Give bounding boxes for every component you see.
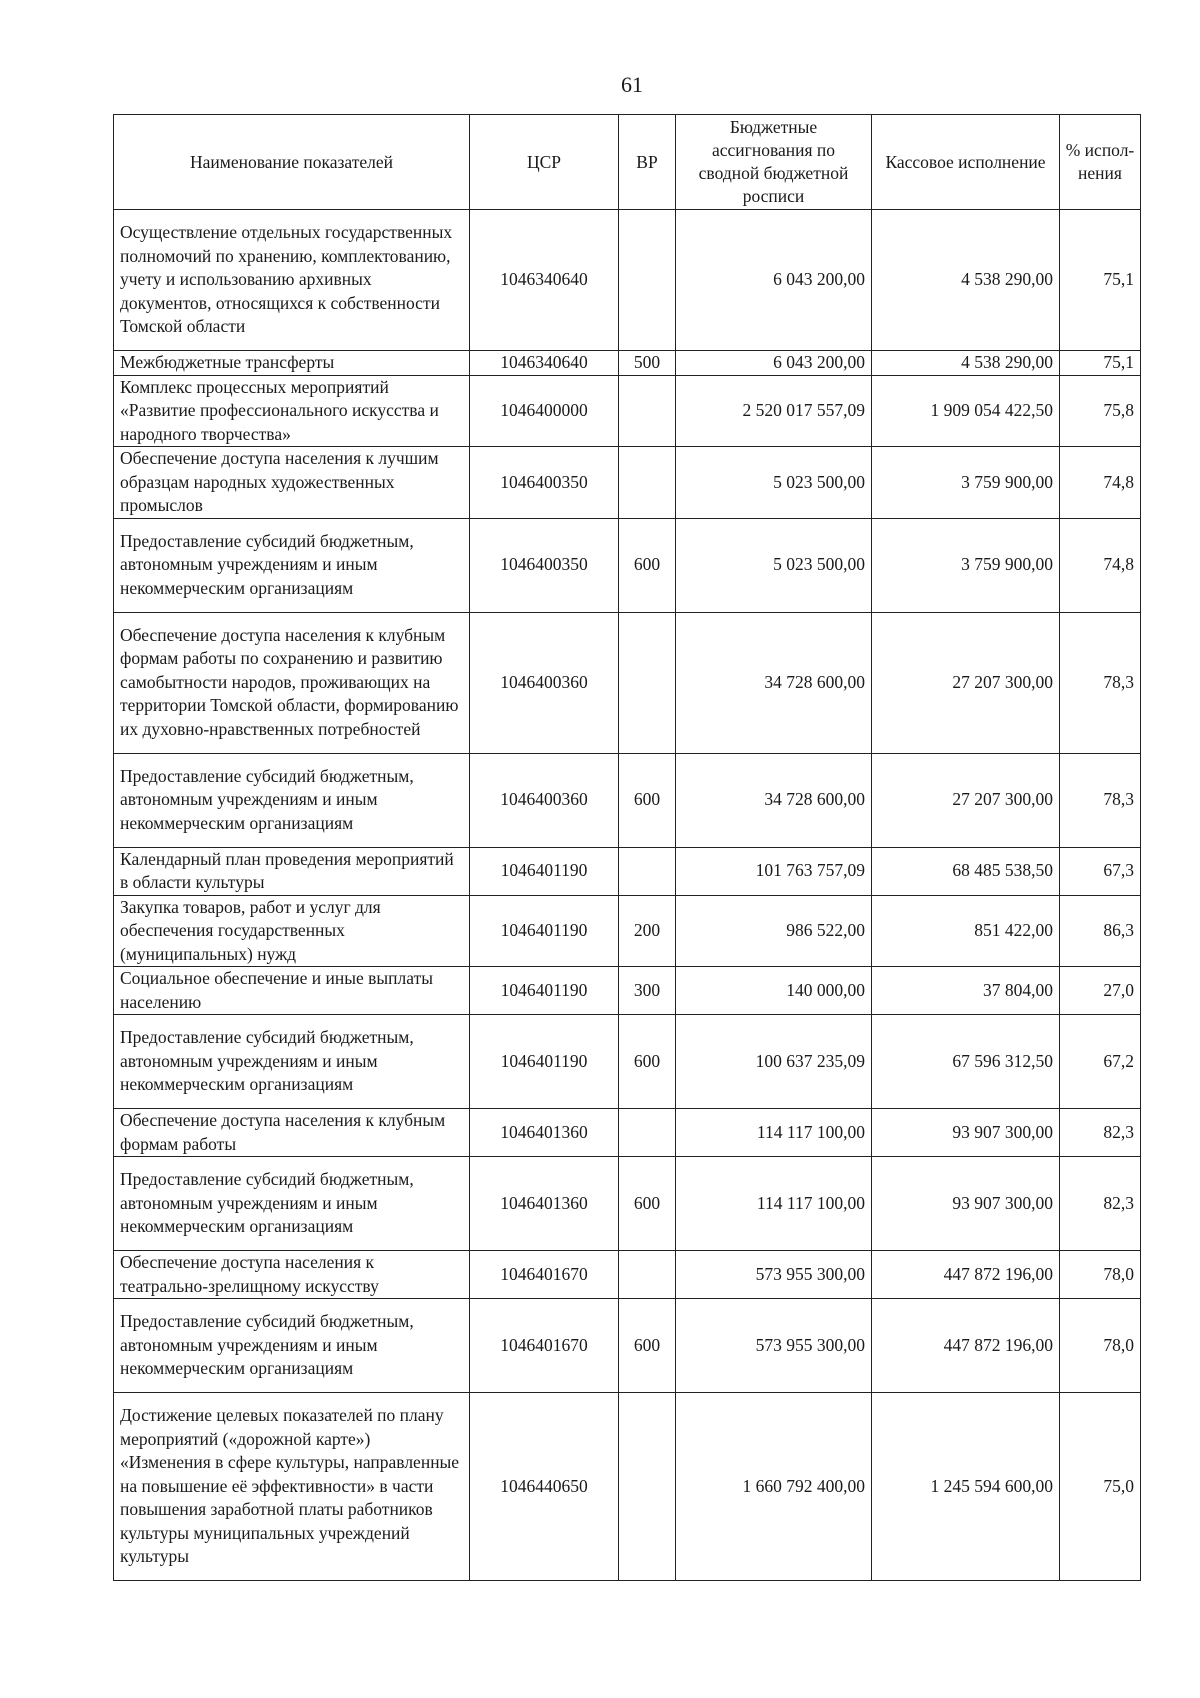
cell-csr: 1046401670	[470, 1251, 619, 1299]
cell-vr: 500	[619, 351, 676, 376]
cell-cash: 447 872 196,00	[872, 1299, 1060, 1393]
cell-name: Предоставление субсидий бюджетным, автономным учреждениям и иным некоммерческим организациям	[114, 1299, 470, 1393]
cell-cash: 3 759 900,00	[872, 447, 1060, 519]
cell-cash: 27 207 300,00	[872, 612, 1060, 753]
cell-name: Закупка товаров, работ и услуг для обеспечения государственных (муниципальных) нужд	[114, 895, 470, 967]
cell-budget: 5 023 500,00	[676, 447, 872, 519]
cell-name: Предоставление субсидий бюджетным, автономным учреждениям и иным некоммерческим организациям	[114, 1015, 470, 1109]
cell-percent: 27,0	[1060, 967, 1141, 1015]
table-header-row	[114, 115, 1141, 210]
cell-percent: 74,8	[1060, 518, 1141, 612]
cell-cash: 93 907 300,00	[872, 1157, 1060, 1251]
cell-name: Достижение целевых показателей по плану мероприятий («дорожной карте») «Изменения в сфере культуры, направленные на повышение её эффективности» в части повышения заработной платы работников культуры муниципальных учреждений культуры	[114, 1393, 470, 1581]
cell-budget: 114 117 100,00	[676, 1157, 872, 1251]
cell-budget: 140 000,00	[676, 967, 872, 1015]
cell-budget: 34 728 600,00	[676, 612, 872, 753]
cell-vr	[619, 1109, 676, 1157]
cell-vr: 300	[619, 967, 676, 1015]
table-row	[114, 447, 1141, 519]
table-row	[114, 1157, 1141, 1251]
cell-name: Предоставление субсидий бюджетным, автономным учреждениям и иным некоммерческим организациям	[114, 753, 470, 847]
cell-name: Межбюджетные трансферты	[114, 351, 470, 376]
cell-cash: 4 538 290,00	[872, 351, 1060, 376]
cell-csr: 1046401190	[470, 967, 619, 1015]
cell-percent: 75,1	[1060, 351, 1141, 376]
cell-cash: 93 907 300,00	[872, 1109, 1060, 1157]
cell-percent: 82,3	[1060, 1109, 1141, 1157]
cell-vr: 600	[619, 753, 676, 847]
cell-budget: 100 637 235,09	[676, 1015, 872, 1109]
cell-budget: 573 955 300,00	[676, 1299, 872, 1393]
cell-name: Комплекс процессных мероприятий «Развитие профессионального искусства и народного творчества»	[114, 375, 470, 447]
cell-percent: 78,0	[1060, 1299, 1141, 1393]
budget-execution-table	[113, 114, 1141, 1581]
table-row	[114, 967, 1141, 1015]
cell-vr	[619, 1393, 676, 1581]
table-row	[114, 847, 1141, 895]
table-row	[114, 612, 1141, 753]
cell-cash: 68 485 538,50	[872, 847, 1060, 895]
cell-percent: 74,8	[1060, 447, 1141, 519]
cell-vr: 200	[619, 895, 676, 967]
cell-percent: 75,1	[1060, 210, 1141, 351]
cell-vr	[619, 847, 676, 895]
cell-budget: 5 023 500,00	[676, 518, 872, 612]
cell-vr	[619, 375, 676, 447]
cell-name: Предоставление субсидий бюджетным, автономным учреждениям и иным некоммерческим организациям	[114, 1157, 470, 1251]
cell-budget: 6 043 200,00	[676, 210, 872, 351]
table-row	[114, 1109, 1141, 1157]
header-budget: Бюджетные ассигнования по сводной бюджетной росписи	[676, 115, 872, 210]
cell-vr: 600	[619, 1015, 676, 1109]
cell-cash: 851 422,00	[872, 895, 1060, 967]
cell-csr: 1046340640	[470, 210, 619, 351]
cell-csr: 1046401670	[470, 1299, 619, 1393]
header-vr: ВР	[619, 115, 676, 210]
header-csr: ЦСР	[470, 115, 619, 210]
cell-cash: 1 245 594 600,00	[872, 1393, 1060, 1581]
cell-vr	[619, 447, 676, 519]
cell-percent: 86,3	[1060, 895, 1141, 967]
table-row	[114, 518, 1141, 612]
cell-name: Обеспечение доступа населения к клубным формам работы по сохранению и развитию самобытности народов, проживающих на территории Томской области, формированию их духовно-нравственных потребностей	[114, 612, 470, 753]
table-row	[114, 1251, 1141, 1299]
cell-csr: 1046401360	[470, 1157, 619, 1251]
cell-name: Обеспечение доступа населения к театрально-зрелищному искусству	[114, 1251, 470, 1299]
cell-cash: 1 909 054 422,50	[872, 375, 1060, 447]
cell-csr: 1046400360	[470, 753, 619, 847]
cell-cash: 67 596 312,50	[872, 1015, 1060, 1109]
cell-csr: 1046401190	[470, 895, 619, 967]
cell-vr: 600	[619, 518, 676, 612]
table-row	[114, 895, 1141, 967]
table-row	[114, 1299, 1141, 1393]
table-row	[114, 1015, 1141, 1109]
cell-percent: 75,0	[1060, 1393, 1141, 1581]
cell-budget: 114 117 100,00	[676, 1109, 872, 1157]
cell-vr: 600	[619, 1299, 676, 1393]
table-row	[114, 375, 1141, 447]
cell-name: Социальное обеспечение и иные выплаты населению	[114, 967, 470, 1015]
cell-csr: 1046440650	[470, 1393, 619, 1581]
header-percent: % испол-нения	[1060, 115, 1141, 210]
cell-budget: 101 763 757,09	[676, 847, 872, 895]
cell-name: Календарный план проведения мероприятий в области культуры	[114, 847, 470, 895]
cell-csr: 1046400350	[470, 518, 619, 612]
cell-cash: 37 804,00	[872, 967, 1060, 1015]
cell-vr	[619, 1251, 676, 1299]
cell-vr: 600	[619, 1157, 676, 1251]
cell-cash: 447 872 196,00	[872, 1251, 1060, 1299]
cell-percent: 67,3	[1060, 847, 1141, 895]
cell-name: Обеспечение доступа населения к лучшим образцам народных художественных промыслов	[114, 447, 470, 519]
header-cash: Кассовое исполнение	[872, 115, 1060, 210]
page-number: 61	[621, 72, 643, 97]
cell-budget: 34 728 600,00	[676, 753, 872, 847]
cell-csr: 1046401360	[470, 1109, 619, 1157]
cell-percent: 67,2	[1060, 1015, 1141, 1109]
cell-name: Предоставление субсидий бюджетным, автономным учреждениям и иным некоммерческим организациям	[114, 518, 470, 612]
table-row	[114, 753, 1141, 847]
cell-name: Осуществление отдельных государственных полномочий по хранению, комплектованию, учету и использованию архивных документов, относящихся к собственности Томской области	[114, 210, 470, 351]
cell-percent: 75,8	[1060, 375, 1141, 447]
cell-budget: 2 520 017 557,09	[676, 375, 872, 447]
cell-budget: 1 660 792 400,00	[676, 1393, 872, 1581]
cell-percent: 78,0	[1060, 1251, 1141, 1299]
cell-percent: 78,3	[1060, 753, 1141, 847]
table-row	[114, 210, 1141, 351]
cell-vr	[619, 210, 676, 351]
cell-csr: 1046400360	[470, 612, 619, 753]
header-name: Наименование показателей	[114, 115, 470, 210]
cell-cash: 4 538 290,00	[872, 210, 1060, 351]
cell-vr	[619, 612, 676, 753]
cell-percent: 82,3	[1060, 1157, 1141, 1251]
table-row	[114, 351, 1141, 376]
cell-csr: 1046400350	[470, 447, 619, 519]
cell-csr: 1046340640	[470, 351, 619, 376]
cell-csr: 1046400000	[470, 375, 619, 447]
table-row	[114, 1393, 1141, 1581]
cell-name: Обеспечение доступа населения к клубным формам работы	[114, 1109, 470, 1157]
cell-percent: 78,3	[1060, 612, 1141, 753]
cell-cash: 27 207 300,00	[872, 753, 1060, 847]
cell-budget: 573 955 300,00	[676, 1251, 872, 1299]
cell-cash: 3 759 900,00	[872, 518, 1060, 612]
cell-csr: 1046401190	[470, 1015, 619, 1109]
cell-csr: 1046401190	[470, 847, 619, 895]
cell-budget: 6 043 200,00	[676, 351, 872, 376]
cell-budget: 986 522,00	[676, 895, 872, 967]
